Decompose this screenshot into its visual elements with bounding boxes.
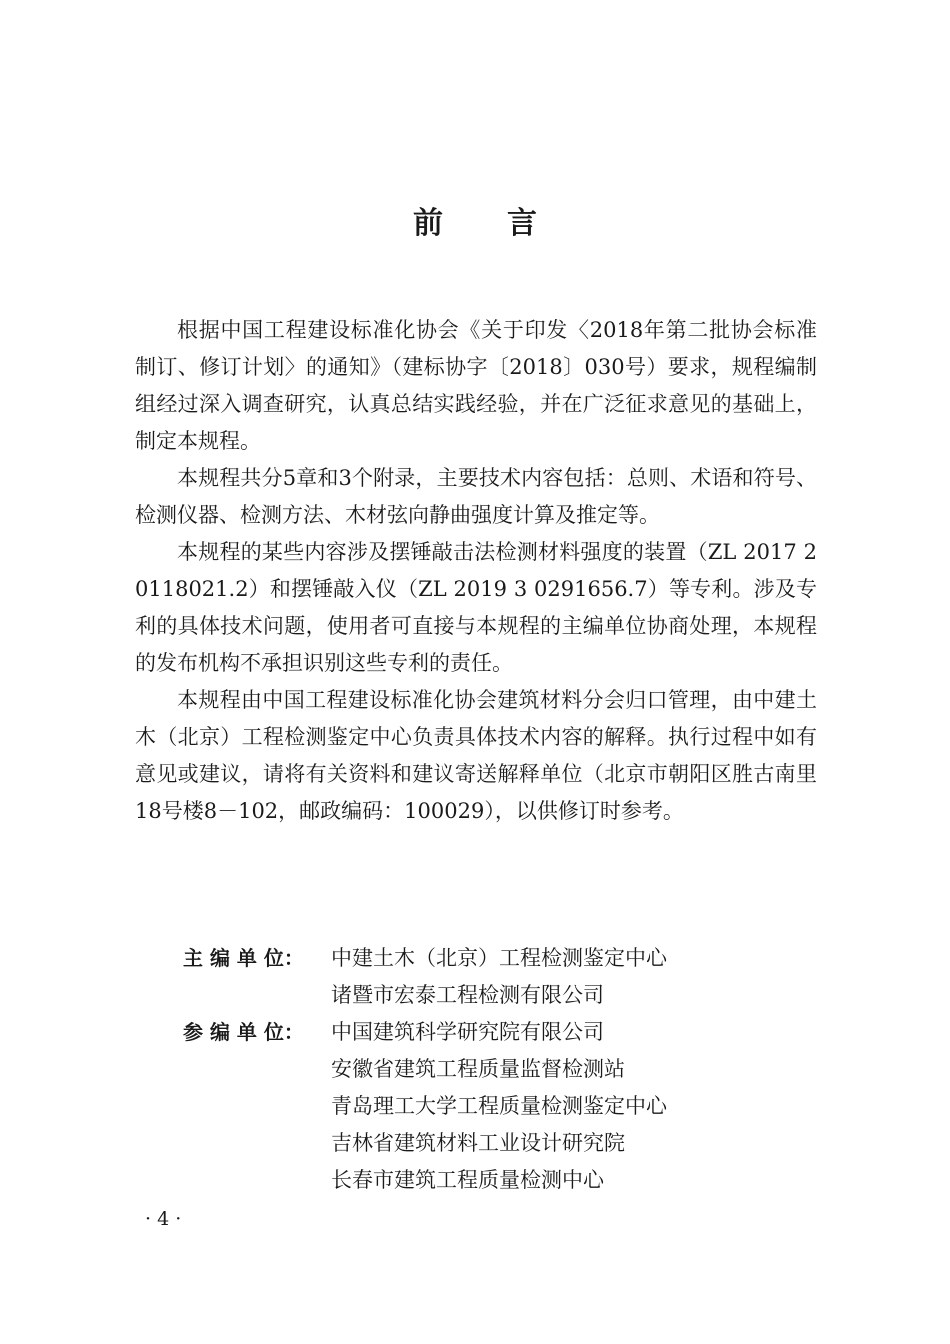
participating-units-list — [331, 1014, 667, 1199]
paragraph-contents: 本规程共分5章和3个附录，主要技术内容包括：总则、术语和符号、检测仪器、检测方法、木材弦向静曲强度计算及推定等。 — [135, 466, 817, 527]
unit-item: 安徽省建筑工程质量监督检测站 — [331, 1057, 625, 1081]
unit-item: 诸暨市宏泰工程检测有限公司 — [331, 983, 604, 1007]
unit-item: 青岛理工大学工程质量检测鉴定中心 — [331, 1094, 667, 1118]
paragraph-patents: 本规程的某些内容涉及摆锤敲击法检测材料强度的装置（ZL 2017 2 0118021.2）和摆锤敲入仪（ZL 2019 3 0291656.7）等专利。涉及专利的具体技术问题，使用者可直接与本规程的主编单位协商处理，本规程的发布机构不承担识别这些专利的责任。 — [135, 540, 817, 675]
participating-units-label: 参 编 单 位： — [183, 1020, 304, 1044]
title-char-1: 前 — [413, 206, 443, 241]
units-section — [183, 940, 823, 1199]
paragraph-management: 本规程由中国工程建设标准化协会建筑材料分会归口管理，由中建土木（北京）工程检测鉴定中心负责具体技术内容的解释。执行过程中如有意见或建议，请将有关资料和建议寄送解释单位（北京市朝阳区胜古南里18号楼8－102，邮政编码：100029），以供修订时参考。 — [135, 688, 817, 823]
preface-body — [135, 312, 817, 830]
chief-units-group — [183, 940, 823, 1014]
page-number: · 4 · — [145, 1208, 182, 1230]
participating-units-group — [183, 1014, 823, 1199]
page-title — [0, 198, 950, 242]
unit-item: 长春市建筑工程质量检测中心 — [331, 1168, 604, 1192]
chief-units-list — [331, 940, 667, 1014]
unit-item: 吉林省建筑材料工业设计研究院 — [331, 1131, 625, 1155]
paragraph-basis: 根据中国工程建设标准化协会《关于印发〈2018年第二批协会标准制订、修订计划〉的通知》（建标协字〔2018〕030号）要求，规程编制组经过深入调查研究，认真总结实践经验，并在广泛征求意见的基础上，制定本规程。 — [135, 318, 817, 453]
unit-item: 中建土木（北京）工程检测鉴定中心 — [331, 946, 667, 970]
unit-item: 中国建筑科学研究院有限公司 — [331, 1020, 604, 1044]
title-char-2: 言 — [507, 206, 537, 241]
chief-units-label: 主 编 单 位： — [183, 946, 304, 970]
